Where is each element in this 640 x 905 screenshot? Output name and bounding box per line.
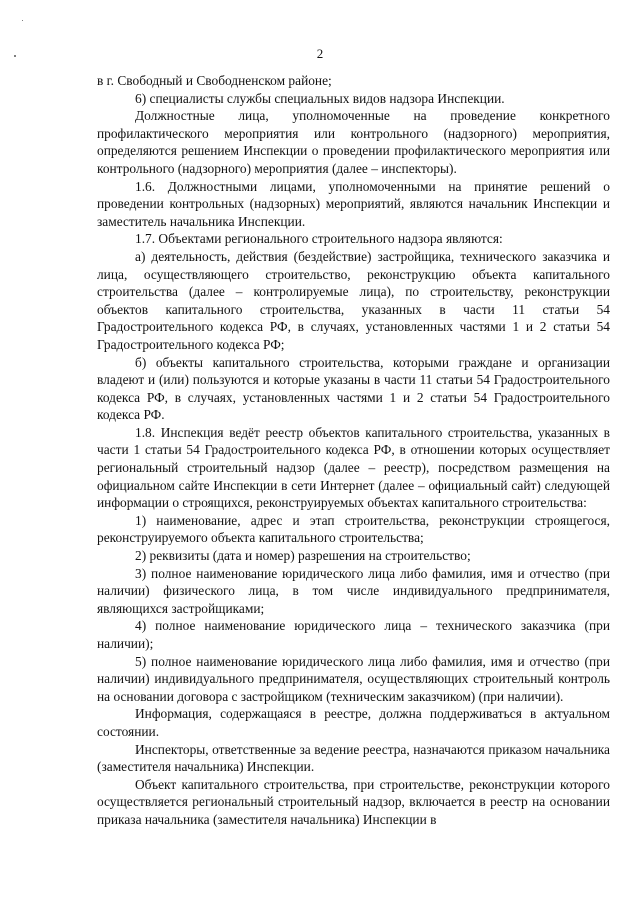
paragraph-continuation: в г. Свободный и Свободненском районе; (97, 73, 332, 88)
paragraph-1-6: 1.6. Должностными лицами, уполномоченными на принятие решений о проведении контрольных (надзорных) мероприятий, являются начальник Инспекции и заместитель начальника Инспекции. (97, 178, 610, 229)
paragraph-registry-info: Информация, содержащаяся в реестре, должна поддерживаться в актуальном состоянии. (97, 706, 610, 739)
document-body (97, 72, 610, 829)
page-number: 2 (316, 46, 324, 61)
paragraph-1-8-item-2: 2) реквизиты (дата и номер) разрешения на строительство; (135, 548, 471, 564)
paragraph-1-8-item-3: 3) полное наименование юридического лица либо фамилия, имя и отчество (при наличии) физического лица, в том числе индивидуального предпринимателя, являющихся застройщиками; (97, 565, 610, 616)
paragraph-1-7-a: а) деятельность, действия (бездействие) застройщика, технического заказчика и лица, осуществляющего строительство, реконструкцию объекта капитального строительства (далее – контролируемые лица), по строительству, реконструкции объектов капитального строительства, указанных в части 11 статьи 54 Градостроительного кодекса РФ, в случаях, установленных частями 1 и 2 статьи 54 Градостроительного кодекса РФ; (97, 248, 610, 352)
paragraph-item-6: 6) специалисты службы специальных видов надзора Инспекции. (135, 90, 505, 106)
paragraph-1-8-item-1: 1) наименование, адрес и этап строительства, реконструкции строящегося, реконструируемого объекта капитального строительства; (97, 512, 610, 546)
scan-speck (22, 20, 23, 21)
paragraph-1-8-item-4: 4) полное наименование юридического лица – технического заказчика (при наличии); (97, 618, 610, 651)
paragraph-1-8: 1.8. Инспекция ведёт реестр объектов капитального строительства, указанных в части 1 статьи 54 Градостроительного кодекса РФ, в отношении которых осуществляет региональный строительный надзор (далее – реестр), посредством размещения на официальном сайте Инспекции в сети Интернет (далее – официальный сайт) следующей информации о строящихся, реконструируемых объектах капитального строительства: (97, 424, 610, 511)
paragraph-1-7-b: б) объекты капитального строительства, которыми граждане и организации владеют и (или) пользуются и которые указаны в части 11 статьи 54 Градостроительного кодекса РФ, в случаях, установленных частями 1 и 2 статьи 54 Градостроительного кодекса РФ. (97, 354, 610, 423)
paragraph-1-7: 1.7. Объектами регионального строительного надзора являются: (135, 231, 503, 247)
paragraph-1-8-item-5: 5) полное наименование юридического лица либо фамилия, имя и отчество (при наличии) индивидуального предпринимателя, осуществляющих строительный контроль на основании договора с застройщиком (техническим заказчиком) (при наличии). (97, 653, 610, 704)
paragraph-registry-inclusion: Объект капитального строительства, при строительстве, реконструкции которого осуществляется региональный строительный надзор, включается в реестр на основании приказа начальника (заместителя начальника) Инспекции в (97, 776, 610, 827)
paragraph-registry-inspectors: Инспекторы, ответственные за ведение реестра, назначаются приказом начальника (заместителя начальника) Инспекции. (97, 741, 610, 775)
paragraph-inspectors: Должностные лица, уполномоченные на проведение конкретного профилактического мероприятия или контрольного (надзорного) мероприятия, определяются решением Инспекции о проведении профилактического мероприятия или контрольного (надзорного) мероприятия (далее – инспекторы). (97, 108, 610, 176)
